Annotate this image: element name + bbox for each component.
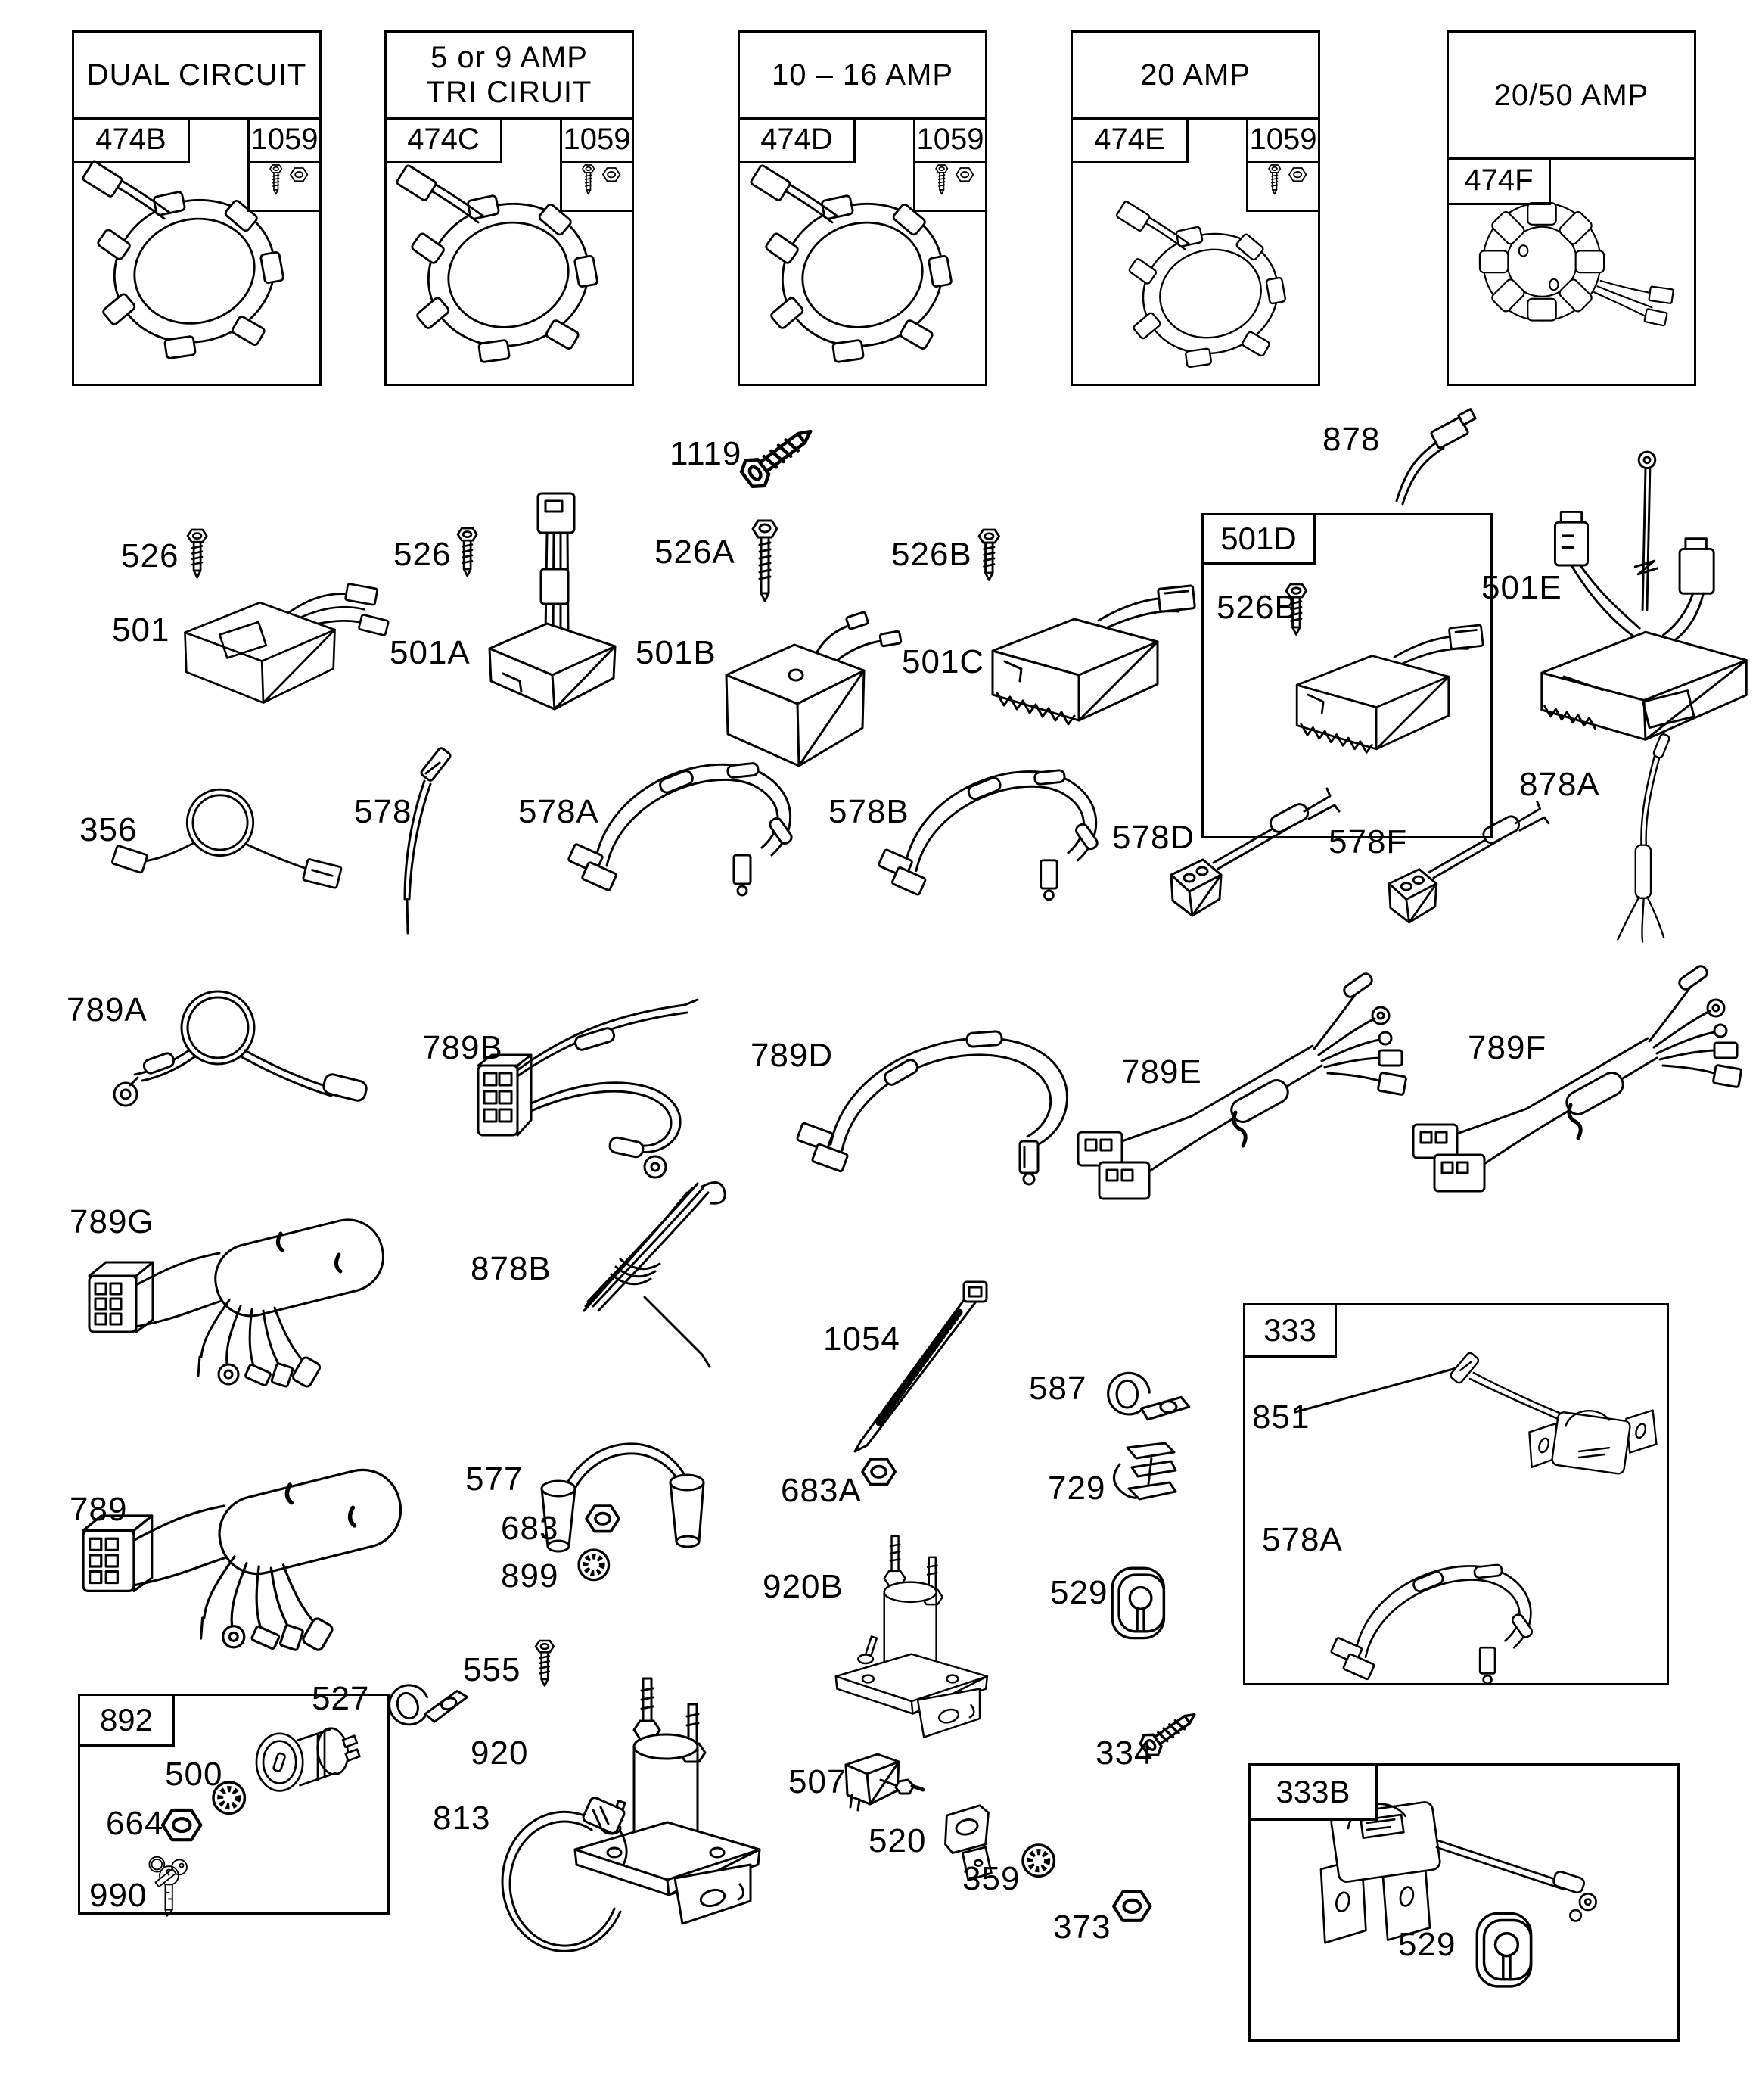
part-label-813: 813: [433, 1800, 491, 1837]
part-label-356: 356: [79, 811, 138, 848]
panel-ref-474E: 474E: [1073, 117, 1189, 163]
part-label-373: 373: [1053, 1909, 1111, 1946]
part-label-789E: 789E: [1121, 1053, 1202, 1090]
part-label-526A: 526A: [654, 534, 735, 571]
part-label-501A: 501A: [390, 634, 471, 671]
panel-title: [1449, 33, 1694, 160]
part-label-555: 555: [463, 1651, 521, 1688]
panel-title-line: 20/50 AMP: [1493, 78, 1649, 112]
part-label-920: 920: [471, 1734, 529, 1772]
group-box-501D-label: 501D: [1204, 515, 1316, 565]
panel-10-16-amp: [738, 30, 987, 386]
part-label-529: 529: [1050, 1574, 1108, 1611]
screw-526-icon: [188, 530, 207, 577]
part-label-501B: 501B: [636, 634, 716, 671]
panel-hw-box: [1246, 161, 1318, 212]
panel-ref-474B: 474B: [74, 117, 190, 163]
panel-hw-ref-1059: 1059: [913, 117, 985, 163]
group-box-501D: [1201, 513, 1493, 838]
part-label-1119: 1119: [670, 435, 742, 472]
harness-789D-icon: [797, 1031, 1067, 1184]
part-label-507: 507: [788, 1763, 847, 1800]
harness-789A-icon: [114, 991, 368, 1106]
part-label-578A: 578A: [518, 793, 599, 830]
screw-526B-icon: [979, 530, 999, 580]
regulator-501-icon: [185, 583, 389, 702]
panel-20-50-amp: [1447, 30, 1696, 386]
part-label-501: 501: [112, 611, 170, 649]
panel-title-line: 5 or 9 AMP: [430, 41, 588, 74]
part-label-334: 334: [1095, 1734, 1154, 1772]
part-label-878B: 878B: [471, 1250, 552, 1287]
part-label-501C: 501C: [902, 643, 985, 680]
panel-title: [740, 33, 985, 120]
harness-789B-icon: [478, 1000, 698, 1178]
panel-hw-ref-1059: 1059: [1246, 117, 1318, 163]
group-box-333B-label: 333B: [1251, 1766, 1378, 1821]
wire-878A-icon: [1618, 733, 1670, 942]
panel-hw-box: [247, 161, 319, 212]
panel-title: [1073, 33, 1318, 120]
part-label-789: 789: [70, 1491, 128, 1528]
harness-578B-icon: [878, 770, 1099, 900]
regulator-501E-icon: [1542, 452, 1746, 739]
washer-899-icon: [579, 1550, 609, 1580]
panel-title: [74, 33, 319, 120]
part-label-789D: 789D: [751, 1037, 834, 1074]
part-label-789F: 789F: [1468, 1029, 1547, 1066]
breaker-507-icon: [846, 1754, 923, 1810]
part-label-501E: 501E: [1481, 569, 1562, 606]
nut-683-icon: [586, 1506, 619, 1532]
bolt-1119-icon: [738, 418, 820, 492]
part-label-664: 664: [106, 1805, 164, 1842]
panel-title-line: 10 – 16 AMP: [771, 58, 954, 92]
panel-hw-ref-1059: 1059: [560, 117, 632, 163]
stop-wire-356-icon: [112, 789, 342, 888]
screw-555-icon: [536, 1641, 554, 1686]
part-label-526B: 526B: [891, 536, 972, 573]
panel-hw-box: [913, 161, 985, 212]
harness-578A-icon: [568, 763, 794, 895]
harness-789-icon: [83, 1462, 409, 1652]
group-box-333B: [1248, 1763, 1680, 2042]
part-label-683A: 683A: [781, 1472, 862, 1509]
clamp-527-icon: [384, 1666, 471, 1734]
screw-526b-icon: [458, 528, 477, 576]
part-label-789A: 789A: [67, 991, 148, 1028]
grommet-529-icon: [1112, 1568, 1164, 1638]
screw-526A-icon: [753, 521, 777, 601]
clip-729-icon: [1114, 1443, 1176, 1499]
part-label-587: 587: [1029, 1370, 1087, 1407]
nut-683A-icon: [862, 1459, 895, 1485]
harness-789F-icon: [1413, 964, 1742, 1191]
part-label-526-2: 526: [393, 536, 452, 573]
wire-878-icon: [1397, 409, 1475, 504]
panel-title-line: TRI CIRUIT: [426, 76, 592, 109]
panel-title-line: 20 AMP: [1139, 58, 1251, 92]
part-label-578B: 578B: [828, 793, 909, 830]
panel-title: [387, 33, 632, 120]
nut-373-icon: [1114, 1892, 1151, 1921]
regulator-501C-icon: [993, 586, 1195, 724]
group-box-892-label: 892: [80, 1696, 175, 1747]
panel-dual-circuit: [72, 30, 322, 386]
wire-bundle-878B-icon: [584, 1183, 725, 1367]
solenoid-920B-icon: [836, 1536, 987, 1738]
part-label-789B: 789B: [422, 1029, 503, 1066]
part-label-683: 683: [501, 1510, 559, 1547]
part-label-878A: 878A: [1519, 766, 1600, 803]
part-label-520: 520: [869, 1822, 927, 1859]
part-label-990: 990: [89, 1877, 148, 1914]
part-label-851: 851: [1252, 1398, 1310, 1436]
part-label-920B: 920B: [763, 1568, 844, 1605]
panel-tri-circuit: [384, 30, 634, 386]
washer-359-icon: [1023, 1845, 1054, 1876]
part-label-578F: 578F: [1329, 823, 1408, 860]
part-label-729: 729: [1048, 1470, 1106, 1507]
part-label-526: 526: [121, 537, 179, 574]
part-label-359: 359: [962, 1860, 1021, 1897]
part-label-526B-2: 526B: [1217, 589, 1297, 626]
panel-ref-474D: 474D: [740, 117, 856, 163]
diode-wire-578-icon: [405, 747, 452, 933]
diode-module-501B-icon: [726, 611, 901, 766]
part-label-527: 527: [312, 1680, 370, 1717]
part-label-578: 578: [354, 793, 412, 830]
part-label-899: 899: [501, 1557, 559, 1594]
part-label-500: 500: [165, 1756, 223, 1793]
panel-hw-box: [560, 161, 632, 212]
panel-20-amp: [1071, 30, 1320, 386]
panel-title-line: DUAL CIRCUIT: [86, 58, 307, 92]
cable-tie-1054-icon: [855, 1282, 987, 1451]
part-label-529-2: 529: [1398, 1926, 1456, 1963]
panel-ref-474C: 474C: [387, 117, 502, 163]
group-box-333: [1243, 1303, 1669, 1685]
panel-ref-474F: 474F: [1449, 157, 1551, 205]
part-label-789G: 789G: [70, 1203, 154, 1240]
part-label-578D: 578D: [1112, 819, 1195, 856]
part-label-578A-2: 578A: [1262, 1521, 1343, 1558]
clamp-587-icon: [1108, 1373, 1189, 1419]
jumper-577-icon: [542, 1444, 704, 1551]
group-box-333-label: 333: [1245, 1305, 1337, 1358]
panel-hw-ref-1059: 1059: [247, 117, 319, 163]
regulator-501A-icon: [489, 493, 615, 709]
part-label-577: 577: [465, 1461, 524, 1498]
part-label-878: 878: [1322, 421, 1381, 458]
part-label-1054: 1054: [823, 1321, 900, 1358]
